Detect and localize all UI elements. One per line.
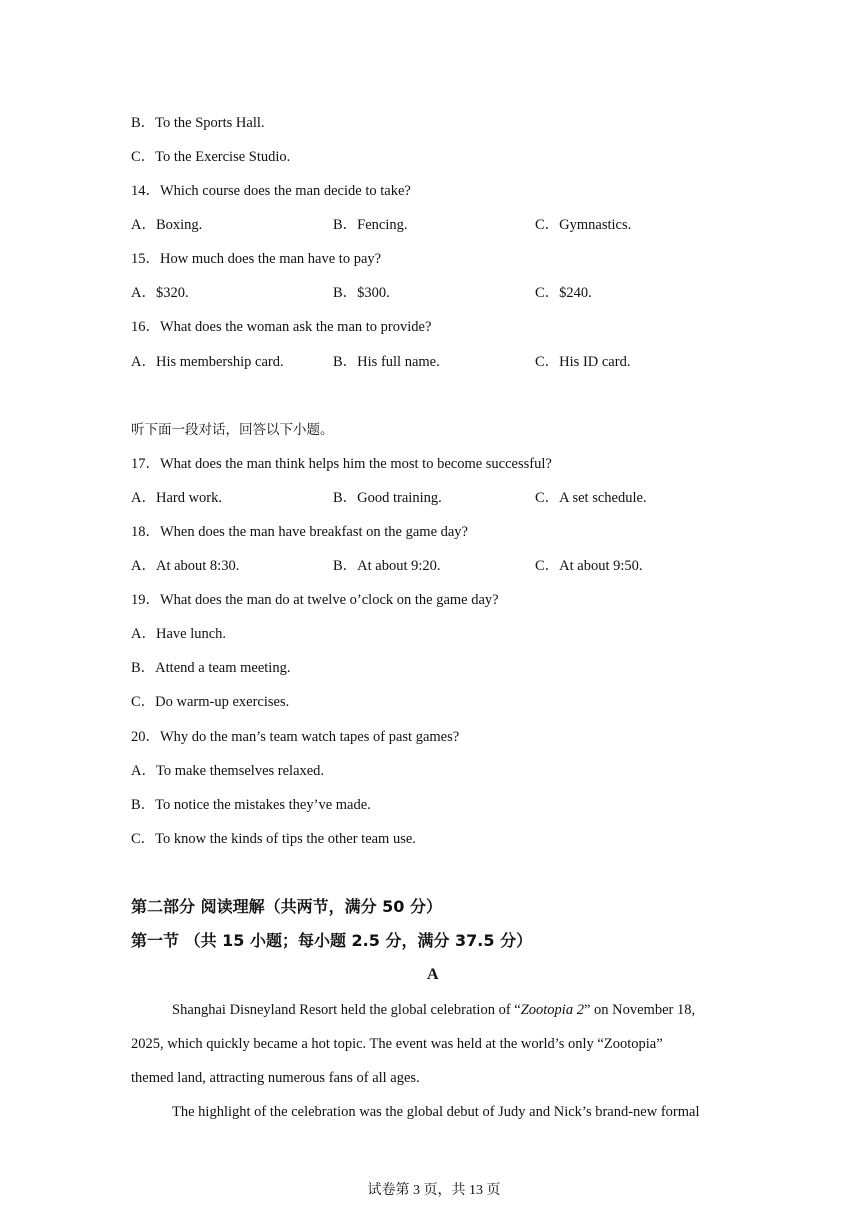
q13-option-b: B．To the Sports Hall. — [131, 115, 265, 131]
q16-option-a: A．His membership card. — [131, 354, 284, 370]
question-15: 15．How much does the man have to pay? — [131, 251, 382, 267]
q17-option-c: C．A set schedule. — [535, 490, 647, 506]
q17-option-b: B．Good training. — [333, 490, 442, 506]
q20-option-a: A．To make themselves relaxed. — [131, 763, 325, 779]
q14-option-a: A．Boxing. — [131, 217, 203, 233]
part-two-heading: 第二部分 阅读理解（共两节，满分 50 分） — [131, 897, 442, 916]
q15-option-a: A．$320. — [131, 285, 189, 301]
passage-paragraph-1-line-2: 2025, which quickly became a hot topic. The event was held at the world’s only “Zootopia” — [131, 1036, 663, 1052]
question-19: 19．What does the man do at twelve o’clock on the game day? — [131, 592, 499, 608]
passage-paragraph-2-line-1: The highlight of the celebration was the global debut of Judy and Nick’s brand-new formal — [172, 1104, 700, 1120]
q19-option-c: C．Do warm-up exercises. — [131, 694, 290, 710]
q18-option-a: A．At about 8:30. — [131, 558, 240, 574]
listening-instruction: 听下面一段对话，回答以下小题。 — [131, 422, 334, 438]
q13-option-c: C．To the Exercise Studio. — [131, 149, 291, 165]
question-14: 14．Which course does the man decide to take? — [131, 183, 411, 199]
question-20: 20．Why do the man’s team watch tapes of past games? — [131, 729, 460, 745]
q16-option-b: B．His full name. — [333, 354, 440, 370]
question-17: 17．What does the man think helps him the most to become successful? — [131, 456, 552, 472]
q20-option-b: B．To notice the mistakes they’ve made. — [131, 797, 371, 813]
q14-option-b: B．Fencing. — [333, 217, 408, 233]
q17-option-a: A．Hard work. — [131, 490, 223, 506]
question-16: 16．What does the woman ask the man to provide? — [131, 319, 432, 335]
passage-paragraph-1-line-1: Shanghai Disneyland Resort held the global celebration of “Zootopia 2” on November 18, — [172, 1002, 696, 1018]
q15-option-b: B．$300. — [333, 285, 390, 301]
question-18: 18．When does the man have breakfast on the game day? — [131, 524, 468, 540]
q20-option-c: C．To know the kinds of tips the other team use. — [131, 831, 416, 847]
q19-option-b: B．Attend a team meeting. — [131, 660, 291, 676]
passage-label: A — [427, 966, 439, 983]
q19-option-a: A．Have lunch. — [131, 626, 227, 642]
q15-option-c: C．$240. — [535, 285, 592, 301]
q18-option-b: B．At about 9:20. — [333, 558, 441, 574]
page-footer: 试卷第 3 页，共 13 页 — [367, 1183, 501, 1198]
q18-option-c: C．At about 9:50. — [535, 558, 643, 574]
q14-option-c: C．Gymnastics. — [535, 217, 632, 233]
q16-option-c: C．His ID card. — [535, 354, 631, 370]
section-one-heading: 第一节 （共 15 小题；每小题 2.5 分，满分 37.5 分） — [131, 931, 533, 950]
passage-paragraph-1-line-3: themed land, attracting numerous fans of all ages. — [131, 1070, 420, 1086]
